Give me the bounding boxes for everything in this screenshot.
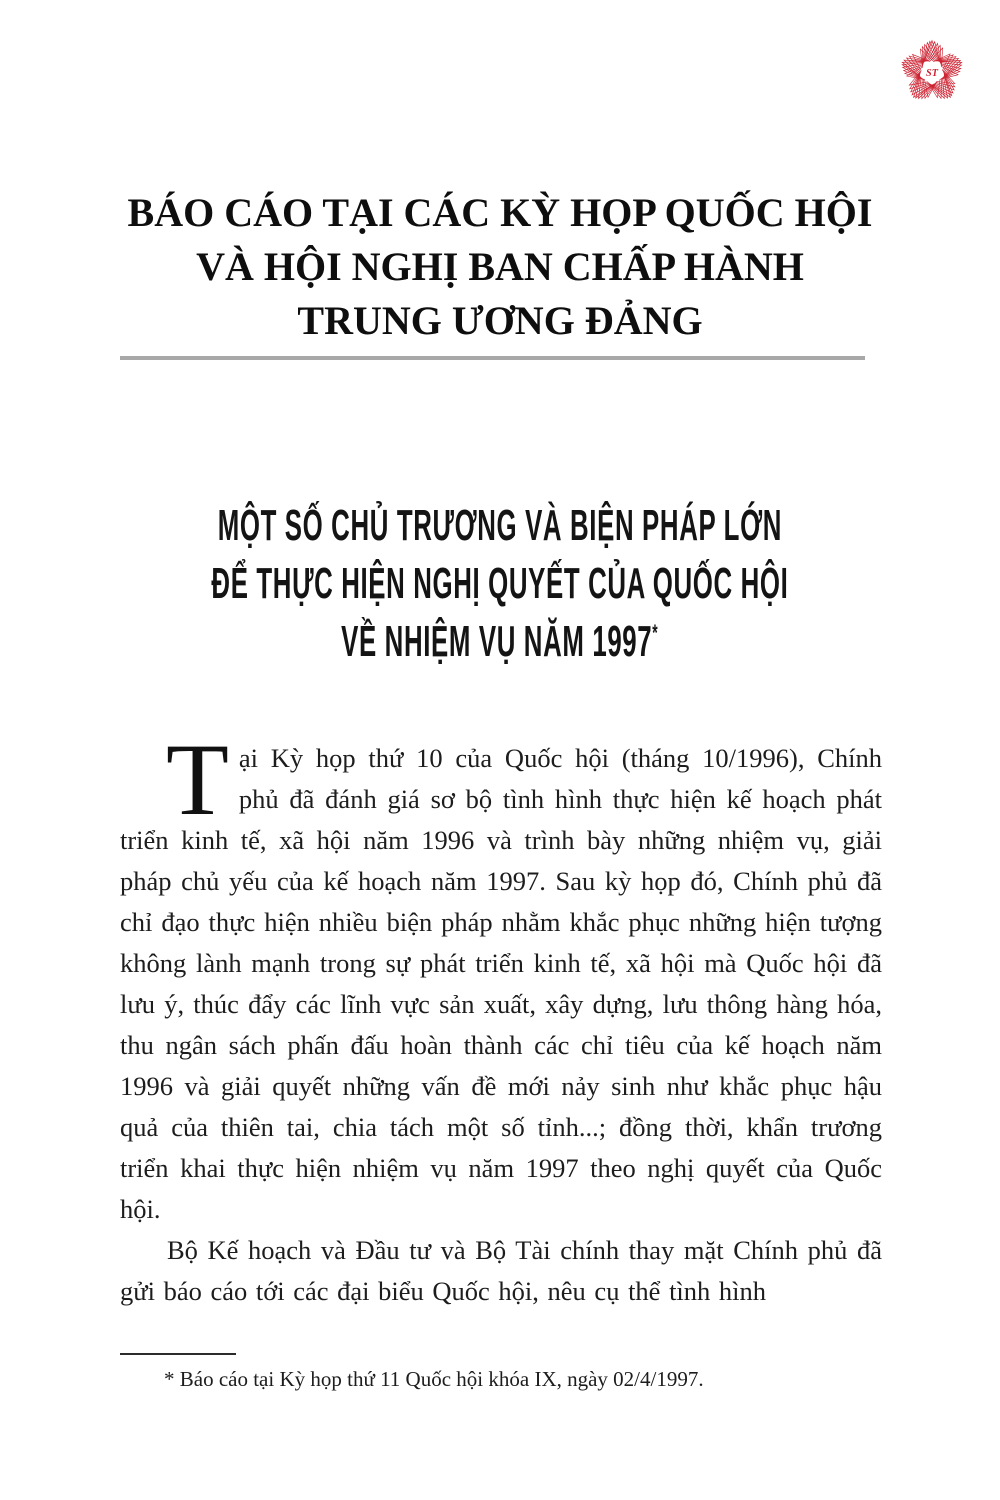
report-subtitle: [0, 496, 1000, 670]
star-burst-icon: [898, 38, 966, 106]
publisher-star-logo-icon: [898, 38, 966, 106]
logo-monogram: ST: [926, 68, 938, 80]
body-paragraph-2: Bộ Kế hoạch và Đầu tư và Bộ Tài chính thay mặt Chính phủ đã gửi báo cáo tới các đại biểu Quốc hội, nêu cụ thể tình hình: [120, 1235, 882, 1306]
footnote: [120, 1353, 880, 1394]
report-subtitle-line-3: VỀ NHIỆM VỤ NĂM 1997*: [341, 616, 659, 666]
footnote-divider-rule: [120, 1353, 236, 1355]
title-divider-rule: [120, 356, 865, 360]
drop-cap: T: [166, 723, 229, 837]
body-text: [120, 723, 882, 1312]
chapter-title: [120, 186, 880, 348]
chapter-title-line-3: TRUNG ƯƠNG ĐẢNG: [297, 298, 703, 343]
footnote-marker: *: [652, 619, 659, 646]
chapter-title-line-1: BÁO CÁO TẠI CÁC KỲ HỌP QUỐC HỘI: [127, 190, 873, 235]
body-paragraph-1: [120, 723, 882, 1230]
report-subtitle-line-2: ĐỂ THỰC HIỆN NGHỊ QUYẾT CỦA QUỐC HỘI: [211, 558, 789, 608]
footnote-text: * Báo cáo tại Kỳ họp thứ 11 Quốc hội khóa IX, ngày 02/4/1997.: [164, 1367, 704, 1391]
chapter-title-line-2: VÀ HỘI NGHỊ BAN CHẤP HÀNH: [196, 244, 804, 289]
report-subtitle-line-1: MỘT SỐ CHỦ TRƯƠNG VÀ BIỆN PHÁP LỚN: [217, 500, 783, 550]
paragraph-1-text: ại Kỳ họp thứ 10 của Quốc hội (tháng 10/1996), Chính phủ đã đánh giá sơ bộ tình hình thực hiện kế hoạch phát triển kinh tế, xã hội năm 1996 và trình bày những nhiệm vụ, giải pháp chủ yếu của kế hoạch năm 1997. Sau kỳ họp đó, Chính phủ đã chỉ đạo thực hiện nhiều biện pháp nhằm khắc phục những hiện tượng không lành mạnh trong sự phát triển kinh tế, xã hội mà Quốc hội đã lưu ý, thúc đẩy các lĩnh vực sản xuất, xây dựng, lưu thông hàng hóa, thu ngân sách phấn đấu hoàn thành các chỉ tiêu của kế hoạch năm 1996 và giải quyết những vấn đề mới nảy sinh như khắc phục hậu quả của thiên tai, chia tách một số tỉnh...; đồng thời, khẩn trương triển khai thực hiện nhiệm vụ năm 1997 theo nghị quyết của Quốc hội.: [120, 743, 882, 1224]
